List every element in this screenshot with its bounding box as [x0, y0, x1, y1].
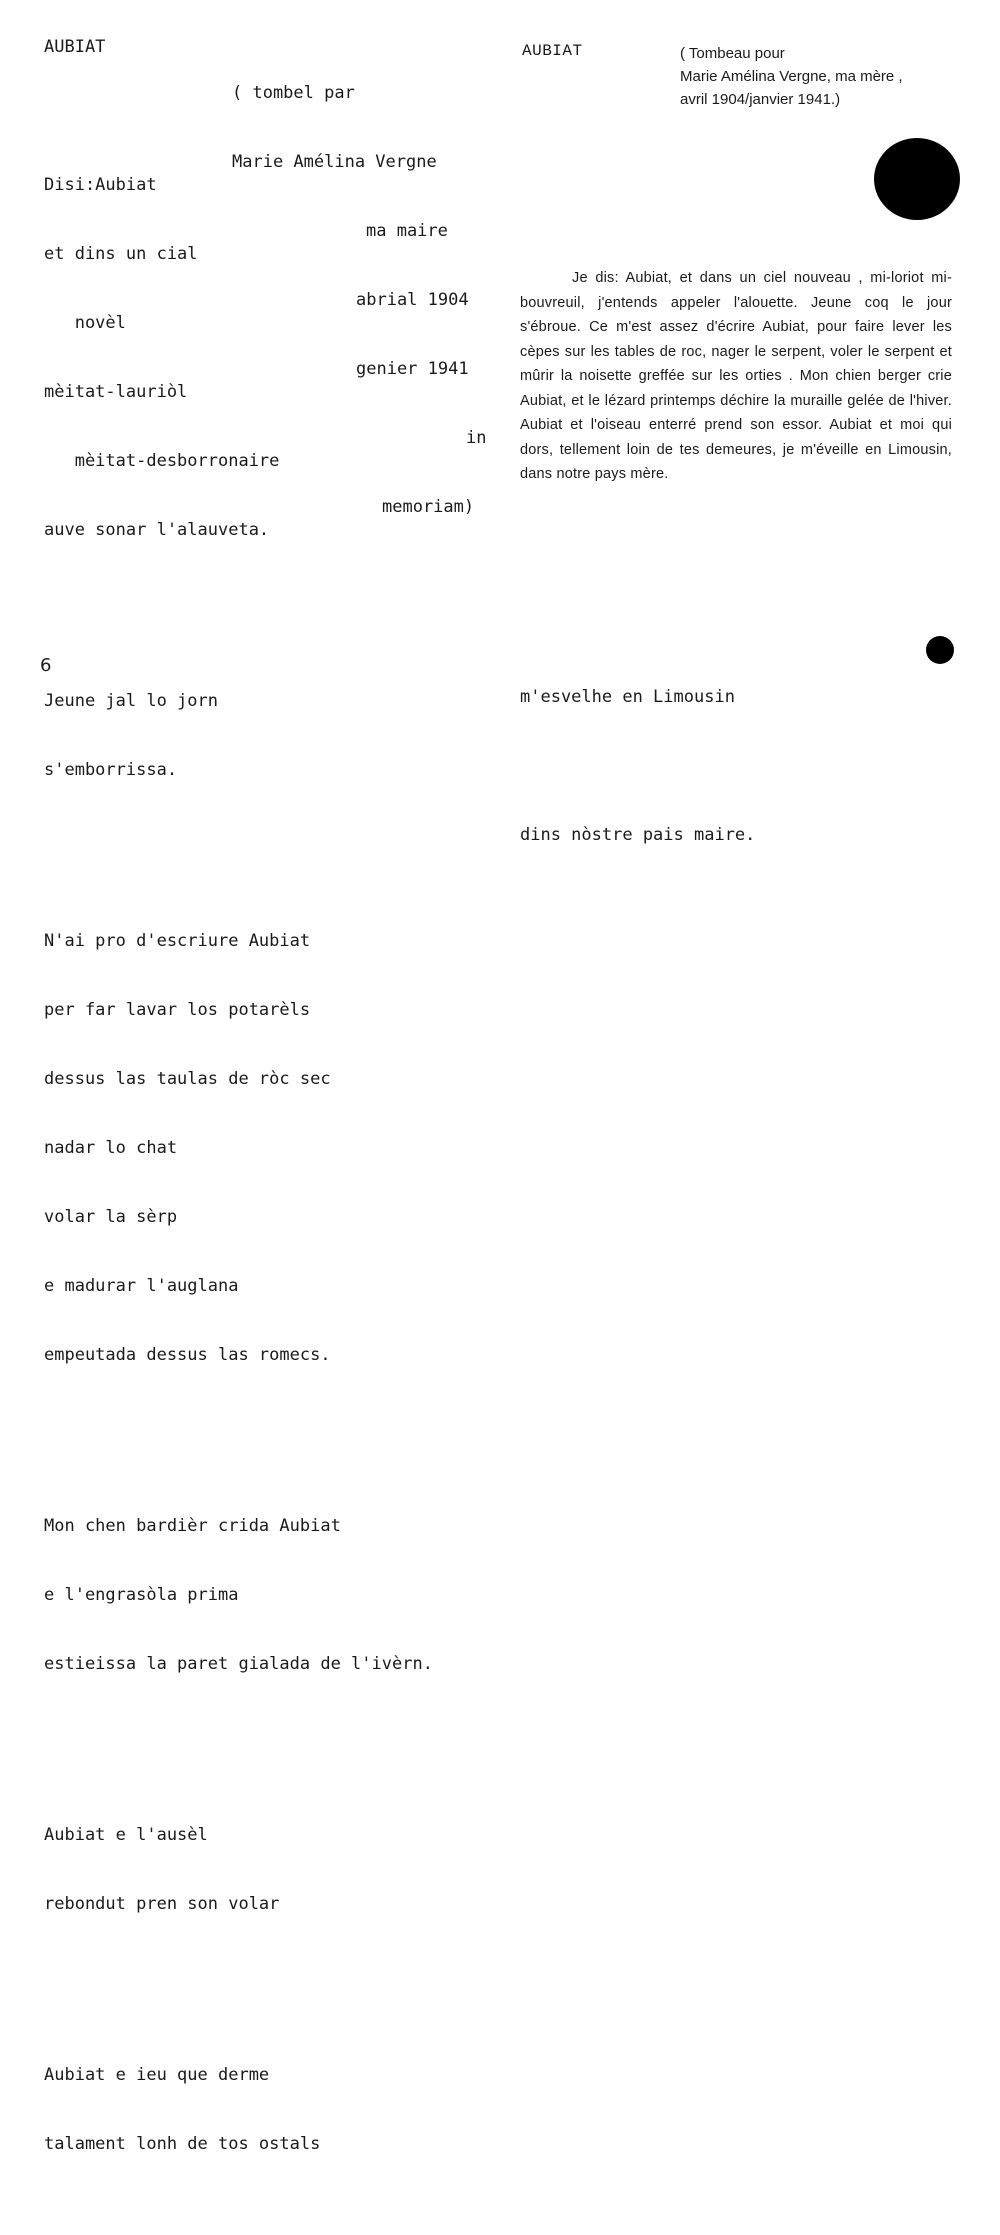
verse-line: Jeune jal lo jorn — [44, 691, 218, 711]
verse-line: mèitat-lauriòl — [44, 382, 188, 402]
stanza-2 — [44, 644, 433, 828]
stanza-1 — [44, 128, 433, 588]
verse-line: dessus las taulas de ròc sec — [44, 1069, 331, 1089]
verse-line: Aubiat e l'ausèl — [44, 1825, 208, 1845]
closing-lines — [520, 582, 755, 904]
verse-line: nadar lo chat — [44, 1138, 178, 1158]
dedication-line: memoriam) — [382, 497, 475, 517]
verse-line: e l'engrasòla prima — [44, 1585, 239, 1605]
prose-paragraph: Je dis: Aubiat, et dans un ciel nouveau , mi-loriot mi-bouvreuil, j'entends appeler l'alouette. Jeune coq le jour s'ébroue. Ce m'est assez d'écrire Aubiat, pour faire lever les cèpes sur les tables de roc, nager le serpent, voler le serpent et mûrir la noisette greffée sur les orties . Mon chien berger crie Aubiat, et le lézard printemps déchire la muraille gelée de l'hiver. Aubiat et l'oiseau enterré prend son essor. Aubiat et moi qui dors, tellement loin de tes demeures, je m'éveille en Limousin, dans notre pays mère. — [520, 270, 952, 482]
stanza-3 — [44, 884, 433, 1413]
dedication-line: abrial 1904 — [356, 290, 469, 310]
closing-line: dins nòstre pais maire. — [520, 825, 756, 845]
verse-line: auve sonar l'alauveta. — [44, 520, 270, 540]
verse-line: empeutada dessus las romecs. — [44, 1345, 331, 1365]
verse-line: estieissa la paret gialada de l'ivèrn. — [44, 1654, 433, 1674]
dedication-line: genier 1941 — [356, 359, 469, 379]
verse-line: rebondut pren son volar — [44, 1894, 280, 1914]
stanza-4 — [44, 1469, 433, 1722]
poem-occitan — [44, 82, 433, 2235]
verse-line: Disi:Aubiat — [44, 175, 157, 195]
verse-line: novèl — [44, 313, 126, 333]
stanza-5 — [44, 1778, 433, 1962]
verse-line: Mon chen bardièr crida Aubiat — [44, 1516, 341, 1536]
verse-line: et dins un cial — [44, 244, 198, 264]
title-right: AUBIAT — [522, 42, 583, 60]
verse-line: per far lavar los potarèls — [44, 1000, 311, 1020]
dedication-line: ma maire — [366, 221, 448, 241]
dedication-line: Marie Amélina Vergne — [232, 152, 437, 172]
title-left: AUBIAT — [44, 37, 106, 57]
verse-line: talament lonh de tos ostals — [44, 2134, 321, 2154]
ink-dot-small — [926, 636, 954, 664]
dedication-right — [680, 42, 980, 111]
dedication-line: in — [466, 428, 487, 448]
prose-translation — [520, 266, 952, 487]
verse-line: s'emborrissa. — [44, 760, 178, 780]
dedication-line: Marie Amélina Vergne, ma mère , — [680, 68, 903, 85]
page-number: 6 — [40, 655, 52, 676]
dedication-line: avril 1904/janvier 1941.) — [680, 91, 841, 108]
ink-blot-dot — [874, 138, 960, 220]
dedication-line: ( tombel par — [232, 83, 355, 103]
verse-line: Aubiat e ieu que derme — [44, 2065, 270, 2085]
verse-line: mèitat-desborronaire — [44, 451, 280, 471]
stanza-6 — [44, 2018, 433, 2202]
verse-line: N'ai pro d'escriure Aubiat — [44, 931, 311, 951]
verse-line: e madurar l'auglana — [44, 1276, 239, 1296]
dedication-line: ( Tombeau pour — [680, 45, 785, 62]
verse-line: volar la sèrp — [44, 1207, 178, 1227]
closing-line: m'esvelhe en Limousin — [520, 687, 735, 707]
